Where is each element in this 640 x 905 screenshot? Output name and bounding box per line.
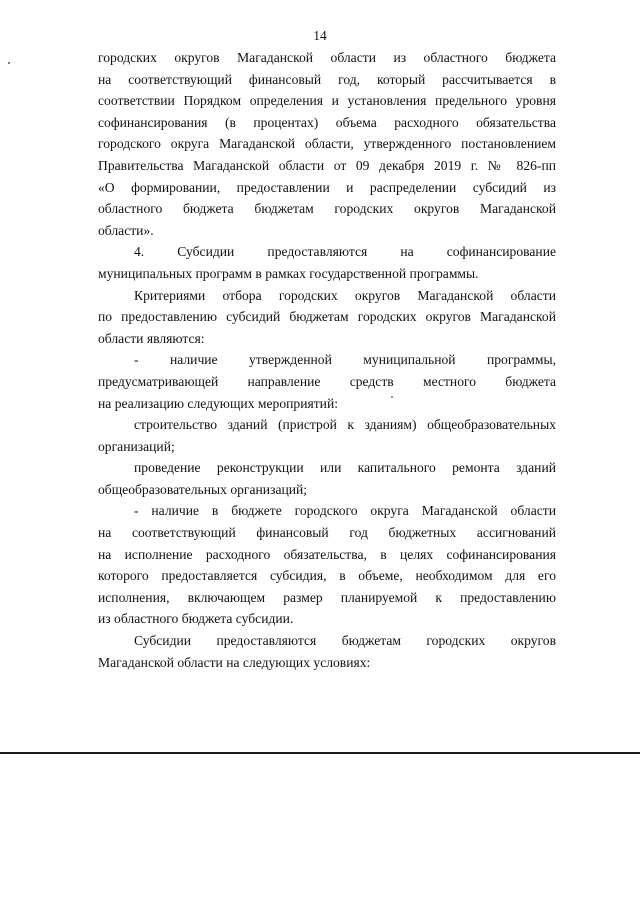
text-line: строительство зданий (пристрой к зданиям) общеобразовательных <box>134 417 556 433</box>
text-line: Правительства Магаданской области от 09 декабря 2019 г. № 826-пп <box>98 157 556 173</box>
text-line: городских округов Магаданской области из областного бюджета <box>98 50 556 65</box>
text-line: Критериями отбора городских округов Магаданской области <box>134 287 556 303</box>
text-line: предусматривающей направление средств местного бюджета <box>98 373 556 389</box>
page-divider-line <box>0 752 640 754</box>
document-body <box>98 47 556 673</box>
text-line: области». <box>98 222 154 238</box>
text-line: области являются: <box>98 330 205 346</box>
text-line: на соответствующий финансовый год, который рассчитывается в <box>98 71 556 87</box>
text-line: соответствии Порядком определения и установления предельного уровня <box>98 93 556 109</box>
text-line: муниципальных программ в рамках государственной программы. <box>98 265 479 281</box>
text-line: городского округа Магаданской области, утвержденного постановлением <box>98 136 556 152</box>
page-number: 14 <box>313 28 327 43</box>
text-line: Магаданской области на следующих условиях: <box>98 654 371 670</box>
text-line: из областного бюджета субсидии. <box>98 611 294 627</box>
text-line: - наличие утвержденной муниципальной программы, <box>134 352 556 368</box>
scan-speck <box>8 62 10 64</box>
text-line: Субсидии предоставляются бюджетам городских округов <box>134 633 556 649</box>
text-line: на исполнение расходного обязательства, в целях софинансирования <box>98 546 556 562</box>
text-line: исполнения, включающем размер планируемой к предоставлению <box>98 589 556 605</box>
text-line: по предоставлению субсидий бюджетам городских округов Магаданской <box>98 309 556 325</box>
text-line: проведение реконструкции или капитального ремонта зданий <box>134 460 556 476</box>
text-line: общеобразовательных организаций; <box>98 481 308 497</box>
text-line: которого предоставляется субсидия, в объеме, необходимом для его <box>98 568 556 584</box>
text-line: организаций; <box>98 438 175 454</box>
text-line: «О формировании, предоставлении и распределении субсидий из <box>98 179 556 195</box>
text-line: софинансирования (в процентах) объема расходного обязательства <box>98 114 556 130</box>
text-line: на соответствующий финансовый год бюджетных ассигнований <box>98 525 556 541</box>
text-line: - наличие в бюджете городского округа Магаданской области <box>134 503 556 519</box>
text-line: 4. Субсидии предоставляются на софинансирование <box>134 244 556 260</box>
text-line: на реализацию следующих мероприятий: <box>98 395 338 411</box>
text-line: областного бюджета бюджетам городских округов Магаданской <box>98 201 556 217</box>
